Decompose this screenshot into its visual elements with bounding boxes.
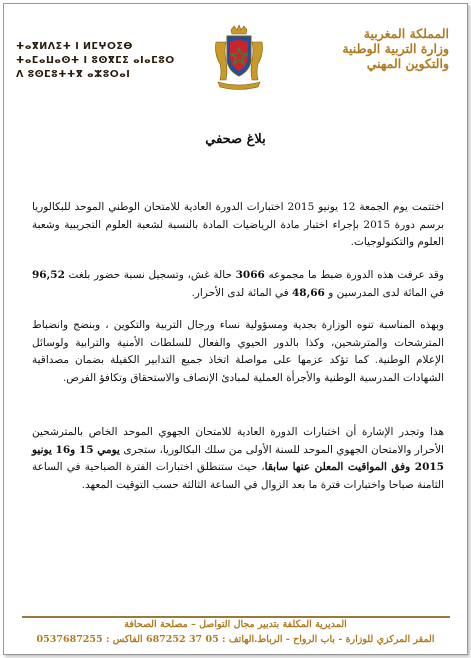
header-tifinagh-line: ⵜⴰⵎⴰⵡⴰⵙⵜ ⵏ ⵓⵙⴳⵎⵉ ⴰⵏⴰⵎⵓⵔ bbox=[16, 55, 175, 66]
paragraph-3: وبهذه المناسبة تنوه الوزارة بجدية ومسؤولية نساء ورجال التربية والتكوين ، وبنضج وانضباط المترشحات والمترشحين، وكذا بالدور الحيوي والفعال للسلطات الأمنية والترابية ولوسائل الإعلام الوطنية. كما تؤكد عزمها على مواصلة اتخاذ جميع التدابير الكفيلة بضمان مصداقية الشهادات المدرسية الوطنية والأجرأة العملية لمبادئ الإنصاف والاستحقاق وتكافؤ الفرص. bbox=[32, 319, 444, 384]
exam-dates-highlight: يومي 15 و16 يونيو 2015 وفق المواقيت المعلن عنها سابقا bbox=[32, 443, 444, 473]
footer-address: المقر المركزي للوزارة - باب الرواح - الرباط.الهاتف : 05 37 687252 الفاكس : 0537687255 bbox=[36, 634, 435, 645]
ministry-name-tifinagh bbox=[16, 40, 176, 82]
attendance-rate-schooled: 96,52 bbox=[32, 269, 65, 281]
press-release-page bbox=[3, 3, 468, 655]
cheating-cases-count: 3066 bbox=[235, 269, 265, 281]
footer-department: المديرية المكلفة بتدبير مجال التواصل – مصلحة الصحافة bbox=[124, 619, 347, 630]
header-arabic-line: والتكوين المهني bbox=[366, 56, 449, 71]
paragraph-4-text: هذا وتجدر الإشارة أن اختبارات الدورة العادية للامتحان الجهوي الموحد الخاص بالمترشحين الأحرار والامتحان الجهوي الموحد للسنة الأولى من سلك البكالوريا، ستجرى bbox=[32, 426, 444, 456]
paragraph-4-text: ، حيث ستنطلق اختبارات الفترة الصباحية في الساعة الثامنة صباحا واختبارات فترة ما بعد الزوال في الساعة الثالثة حسب التوقيت المعهد. bbox=[32, 461, 444, 491]
coat-of-arms-icon bbox=[212, 24, 266, 90]
paragraph-4 bbox=[32, 424, 444, 494]
paragraph-2-text: حالة غش، وتسجيل نسبة حضور بلغت bbox=[64, 269, 236, 281]
paragraph-2-text: وقد عرفت هذه الدورة ضبط ما مجموعه bbox=[264, 269, 445, 281]
document-title: بلاغ صحفي bbox=[205, 132, 266, 147]
ministry-name-arabic bbox=[341, 26, 449, 71]
header-tifinagh-line: ⴷ ⵓⵙⵎⵓⵜⵜⴳ ⴰⵣⵓⵔⴰⵏ bbox=[16, 69, 131, 80]
paragraph-2 bbox=[32, 267, 444, 302]
paragraph-2-text: في المائة لدى المدرسين و bbox=[324, 286, 444, 299]
attendance-rate-free: 48,66 bbox=[291, 286, 325, 299]
header-arabic-line: وزارة التربية الوطنية bbox=[342, 41, 449, 56]
paragraph-2-text: في المائة لدى الأحرار. bbox=[191, 286, 292, 299]
paragraph-1: اختتمت يوم الجمعة 12 يونيو 2015 اختبارات الدورة العادية للامتحان الوطني الموحد للبكالوريا برسم دورة 2015 بإجراء اختبار مادة الرياضيات المادة بالنسبة لشعبة العلوم التجريبية وشعبة العلوم والتكنولوجيات. bbox=[32, 201, 445, 248]
header-arabic-line: المملكة المغربية bbox=[363, 26, 449, 41]
header-tifinagh-line: ⵜⴰⴳⵍⴷⵉⵜ ⵏ ⵍⵎⵖⵔⵉⴱ bbox=[16, 41, 133, 52]
